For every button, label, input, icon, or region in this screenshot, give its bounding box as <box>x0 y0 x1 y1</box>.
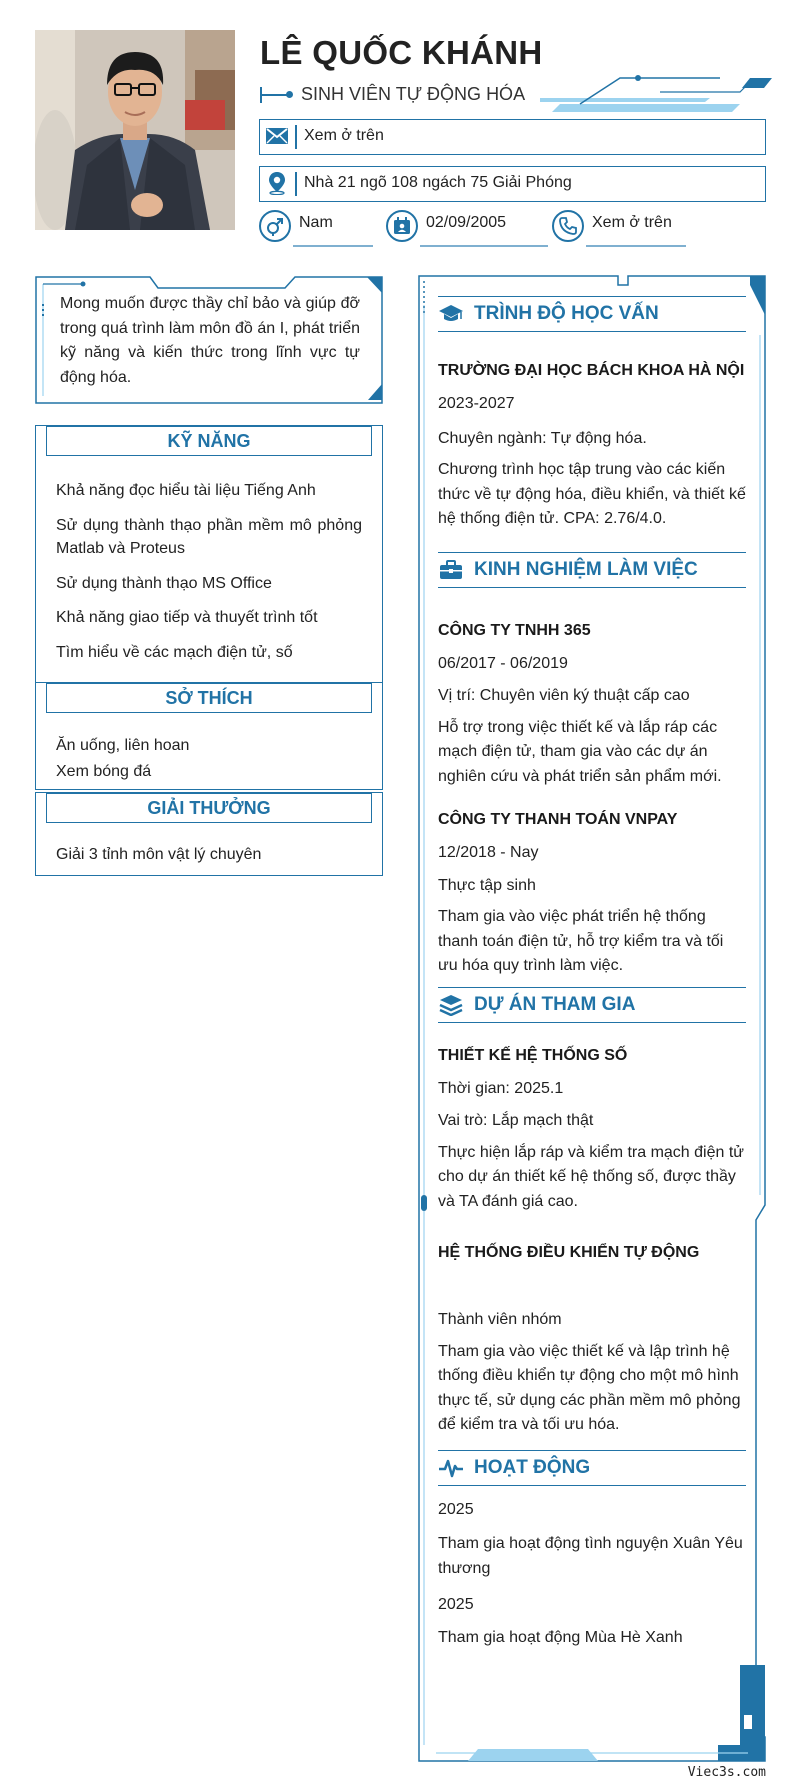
skill-item: Sử dụng thành thạo phần mềm mô phỏng Matlab và Proteus <box>56 516 362 557</box>
award-item: Giải 3 tỉnh môn vật lý chuyên <box>56 846 262 863</box>
company-name: CÔNG TY THANH TOÁN VNPAY <box>438 811 678 828</box>
underline <box>293 245 373 247</box>
project-name: THIẾT KẾ HỆ THỐNG SỐ <box>438 1046 628 1064</box>
layers-icon <box>438 992 464 1018</box>
right-column-content <box>438 296 746 1650</box>
email-icon <box>264 123 290 149</box>
hobby-item: Ăn uống, liên hoan <box>56 737 190 754</box>
project-description: Tham gia vào việc thiết kế và lập trình hệ thống điều khiển tự động cho một mô hình thực tế, sử dụng các phần mềm mô phỏng để kiểm tra và tối ưu hóa. <box>438 1342 741 1433</box>
experience-heading <box>438 552 746 588</box>
education-title: TRÌNH ĐỘ HỌC VẤN <box>474 303 659 324</box>
activities-title: HOẠT ĐỘNG <box>474 1456 591 1478</box>
objective-text: Mong muốn được thầy chỉ bảo và giúp đỡ trong quá trình làm môn đồ án I, phát triển kỹ năng và kiến thức trong lĩnh vực tự động hóa. <box>60 295 360 386</box>
project-name: HỆ THỐNG ĐIỀU KHIỂN TỰ ĐỘNG <box>438 1244 700 1261</box>
company-name: CÔNG TY TNHH 365 <box>438 621 591 639</box>
candidate-role: SINH VIÊN TỰ ĐỘNG HÓA <box>301 84 526 104</box>
education-period: 2023-2027 <box>438 395 515 412</box>
avatar-photo <box>35 30 235 230</box>
gender-icon <box>259 210 291 242</box>
project-role: Vai trò: Lắp mạch thật <box>438 1112 594 1129</box>
hobby-item: Xem bóng đá <box>56 762 152 780</box>
pulse-icon <box>438 1455 464 1481</box>
school-name: TRƯỜNG ĐẠI HỌC BÁCH KHOA HÀ NỘI <box>438 362 745 379</box>
hobbies-list <box>56 734 362 785</box>
gender-value: Nam <box>299 214 333 231</box>
awards-section <box>35 792 383 876</box>
phone-icon <box>552 210 584 242</box>
divider <box>295 172 297 196</box>
phone-value: Xem ở trên <box>592 214 672 231</box>
job-period: 12/2018 - Nay <box>438 844 539 861</box>
job-position: Vị trí: Chuyên viên ký thuật cấp cao <box>438 687 690 704</box>
role-decoration <box>260 94 290 96</box>
awards-list <box>56 843 362 878</box>
location-icon <box>264 170 290 196</box>
skills-section <box>35 425 383 683</box>
activity-year: 2025 <box>438 1596 474 1613</box>
divider <box>295 125 297 149</box>
graduation-cap-icon <box>438 301 464 327</box>
job-description: Hỗ trợ trong việc thiết kế và lắp ráp các mạch điện tử, tham gia vào các dự án nghiên cứu và phát triển sản phẩm mới. <box>438 718 722 785</box>
activity-description: Tham gia hoạt động tình nguyện Xuân Yêu thương <box>438 1535 743 1577</box>
job-period: 06/2017 - 06/2019 <box>438 654 568 672</box>
candidate-name: LÊ QUỐC KHÁNH <box>260 34 543 71</box>
email-value: Xem ở trên <box>304 127 384 144</box>
hobbies-section <box>35 682 383 790</box>
education-heading <box>438 296 746 332</box>
email-field <box>259 119 766 155</box>
projects-title: DỰ ÁN THAM GIA <box>474 993 636 1015</box>
skill-item: Sử dụng thành thạo MS Office <box>56 574 272 592</box>
job-position: Thực tập sinh <box>438 876 536 894</box>
activity-year: 2025 <box>438 1500 474 1518</box>
project-role: Thành viên nhóm <box>438 1311 562 1328</box>
career-objective <box>35 276 383 404</box>
activity-description: Tham gia hoạt động Mùa Hè Xanh <box>438 1628 683 1646</box>
skill-item: Tìm hiểu về các mạch điện tử, số <box>56 643 293 661</box>
birthday-value: 02/09/2005 <box>426 214 507 231</box>
header-circuit-decoration <box>540 74 772 114</box>
skill-item: Khả năng đọc hiểu tài liệu Tiếng Anh <box>56 482 316 499</box>
underline <box>586 245 686 247</box>
address-field <box>259 166 766 202</box>
experience-title: KINH NGHIỆM LÀM VIỆC <box>474 558 698 580</box>
awards-heading: GIẢI THƯỞNG <box>46 793 372 823</box>
hobbies-heading: SỞ THÍCH <box>46 683 372 713</box>
skills-heading: KỸ NĂNG <box>46 426 372 456</box>
project-description: Thực hiện lắp ráp và kiểm tra mạch điện tử cho dự án thiết kế hệ thống số, được thầy và TA đánh giá cao. <box>438 1143 744 1210</box>
briefcase-icon <box>438 557 464 583</box>
skills-list <box>56 479 362 675</box>
project-time: Thời gian: 2025.1 <box>438 1079 564 1097</box>
activities-heading <box>438 1450 746 1486</box>
education-description: Chương trình học tập trung vào các kiến thức về tự động hóa, điều khiển, và thiết kế hệ thống điện tử. CPA: 2.76/4.0. <box>438 461 746 527</box>
calendar-icon <box>386 210 418 242</box>
projects-heading <box>438 987 746 1023</box>
job-description: Tham gia vào việc phát triển hệ thống thanh toán điện tử, hỗ trợ kiểm tra và tối ưu hóa quy trình làm việc. <box>438 908 724 974</box>
underline <box>420 245 548 247</box>
footer-watermark: Viec3s.com <box>687 1765 766 1780</box>
skill-item: Khả năng giao tiếp và thuyết trình tốt <box>56 609 318 626</box>
education-major: Chuyên ngành: Tự động hóa. <box>438 429 647 447</box>
address-value: Nhà 21 ngõ 108 ngách 75 Giải Phóng <box>304 174 572 191</box>
